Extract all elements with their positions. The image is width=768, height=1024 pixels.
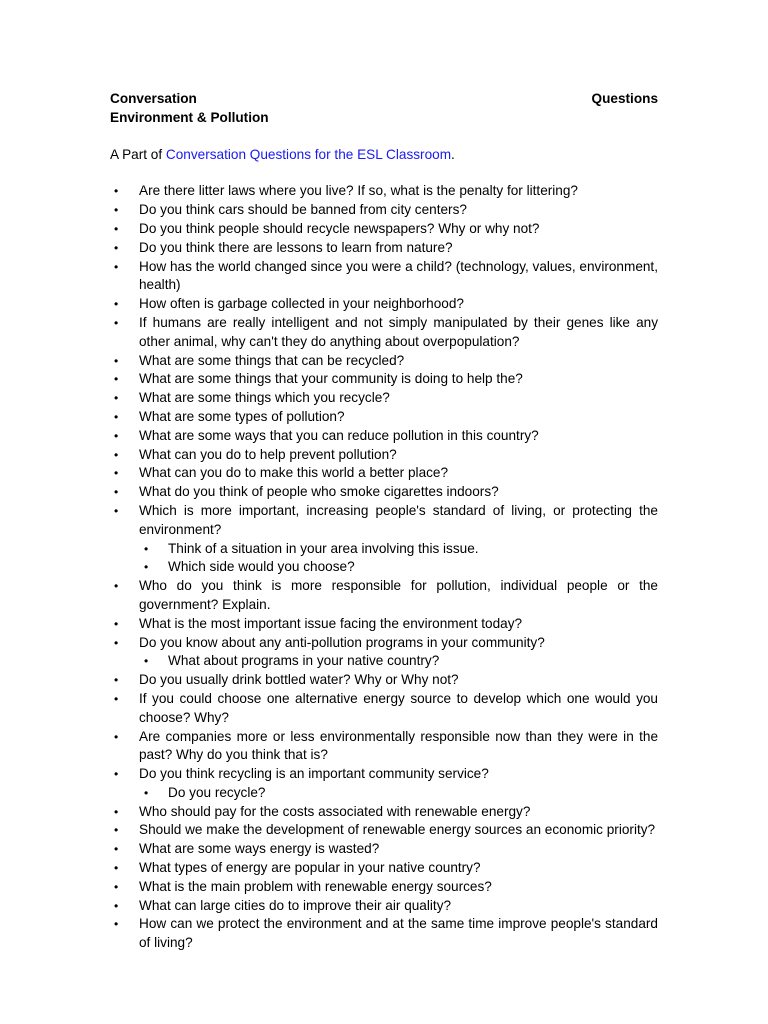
question-item: • What can you do to make this world a better place?: [110, 464, 658, 483]
question-item: • What are some things which you recycle?: [110, 389, 658, 408]
question-item: • How can we protect the environment and at the same time improve people's standard of living?: [110, 915, 658, 953]
intro-prefix: A Part of: [110, 146, 166, 162]
sub-question-item: • Think of a situation in your area involving this issue.: [110, 540, 658, 559]
title-right: Questions: [591, 91, 658, 106]
question-item: • If you could choose one alternative energy source to develop which one would you choose? Why?: [110, 690, 658, 728]
question-item: • If humans are really intelligent and not simply manipulated by their genes like any other animal, why can't they do anything about overpopulation?: [110, 314, 658, 352]
question-item: • Do you think cars should be banned from city centers?: [110, 201, 658, 220]
question-item: • Who do you think is more responsible for pollution, individual people or the government? Explain.: [110, 577, 658, 615]
title-row: [110, 90, 658, 109]
question-item: • What are some things that your community is doing to help the?: [110, 370, 658, 389]
question-item: • Should we make the development of renewable energy sources an economic priority?: [110, 821, 658, 840]
title-left: Conversation: [110, 91, 197, 106]
intro-suffix: .: [451, 146, 455, 162]
question-item: • How has the world changed since you were a child? (technology, values, environment, health): [110, 258, 658, 296]
question-list: [110, 182, 658, 953]
page-subtitle: Environment & Pollution: [110, 109, 269, 125]
question-item: • What do you think of people who smoke cigarettes indoors?: [110, 483, 658, 502]
question-item: • Do you know about any anti-pollution programs in your community?: [110, 634, 658, 653]
question-item: • What types of energy are popular in your native country?: [110, 859, 658, 878]
question-item: • How often is garbage collected in your neighborhood?: [110, 295, 658, 314]
intro-line: [110, 146, 658, 165]
esl-classroom-link[interactable]: Conversation Questions for the ESL Classroom: [165, 146, 452, 162]
question-item: • Are companies more or less environmentally responsible now than they were in the past? Why do you think that is?: [110, 728, 658, 766]
question-item: • Are there litter laws where you live? If so, what is the penalty for littering?: [110, 182, 658, 201]
question-item: • What is the most important issue facing the environment today?: [110, 615, 658, 634]
question-item: • What are some ways that you can reduce pollution in this country?: [110, 427, 658, 446]
question-item: • What are some types of pollution?: [110, 408, 658, 427]
question-item: • Do you think people should recycle newspapers? Why or why not?: [110, 220, 658, 239]
question-item: • Do you think there are lessons to learn from nature?: [110, 239, 658, 258]
sub-question-item: • Which side would you choose?: [110, 558, 658, 577]
question-item: • What is the main problem with renewable energy sources?: [110, 878, 658, 897]
question-item: • Do you usually drink bottled water? Why or Why not?: [110, 671, 658, 690]
question-item: • What are some things that can be recycled?: [110, 352, 658, 371]
question-item: • What are some ways energy is wasted?: [110, 840, 658, 859]
question-item: • Do you think recycling is an important community service?: [110, 765, 658, 784]
question-item: • What can you do to help prevent pollution?: [110, 446, 658, 465]
document-page: [110, 90, 658, 953]
sub-question-item: • Do you recycle?: [110, 784, 658, 803]
question-item: • Who should pay for the costs associated with renewable energy?: [110, 803, 658, 822]
sub-question-item: • What about programs in your native country?: [110, 652, 658, 671]
question-item: • Which is more important, increasing people's standard of living, or protecting the environment?: [110, 502, 658, 540]
question-item: • What can large cities do to improve their air quality?: [110, 897, 658, 916]
